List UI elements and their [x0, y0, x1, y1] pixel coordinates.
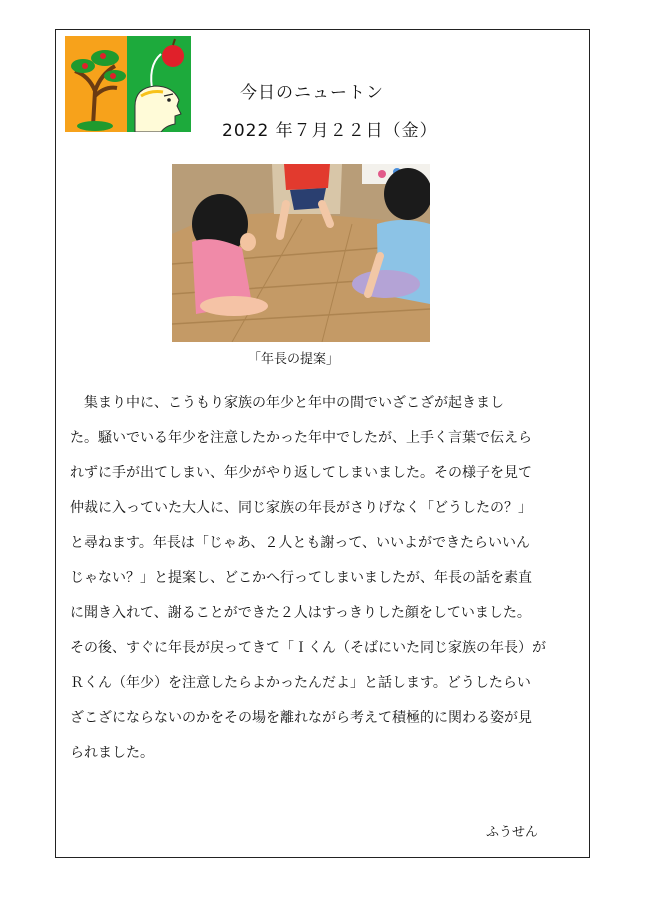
article-line: 仲裁に入っていた大人に、同じ家族の年長がさりげなく「どうしたの？」 — [70, 500, 532, 516]
author-signature: ふうせん — [486, 825, 539, 840]
article-line: に聞き入れて、謝ることができた２人はすっきりした顔をしていました。 — [70, 605, 531, 621]
article-body — [70, 386, 580, 771]
article-line: じゃない？」と提案し、どこかへ行ってしまいましたが、年長の話を素直 — [70, 570, 532, 586]
article-line: 集まり中に、こうもり家族の年少と年中の間でいざこざが起きまし — [70, 395, 504, 411]
article-line: と尋ねます。年長は「じゃあ、２人とも謝って、いいよができたらいいん — [70, 535, 531, 551]
photo-caption: 「年長の提案」 — [248, 352, 340, 367]
newton-logo — [65, 36, 191, 132]
children-photo — [172, 164, 430, 342]
article-line: その後、すぐに年長が戻ってきて「Ｉくん（そばにいた同じ家族の年長）が — [70, 640, 546, 656]
article-line: た。騒いでいる年少を注意したかった年中でしたが、上手く言葉で伝えら — [70, 430, 532, 446]
page-date: 2022 年７月２２日（金） — [222, 121, 438, 141]
article-line: Ｒくん（年少）を注意したらよかったんだよ」と話します。どうしたらい — [70, 675, 531, 691]
article-line: ざこざにならないのかをその場を離れながら考えて積極的に関わる姿が見 — [70, 710, 532, 726]
article-line: られました。 — [70, 745, 154, 761]
article-line: れずに手が出てしまい、年少がやり返してしまいました。その様子を見て — [70, 465, 532, 481]
page-title: 今日のニュートン — [240, 83, 384, 103]
